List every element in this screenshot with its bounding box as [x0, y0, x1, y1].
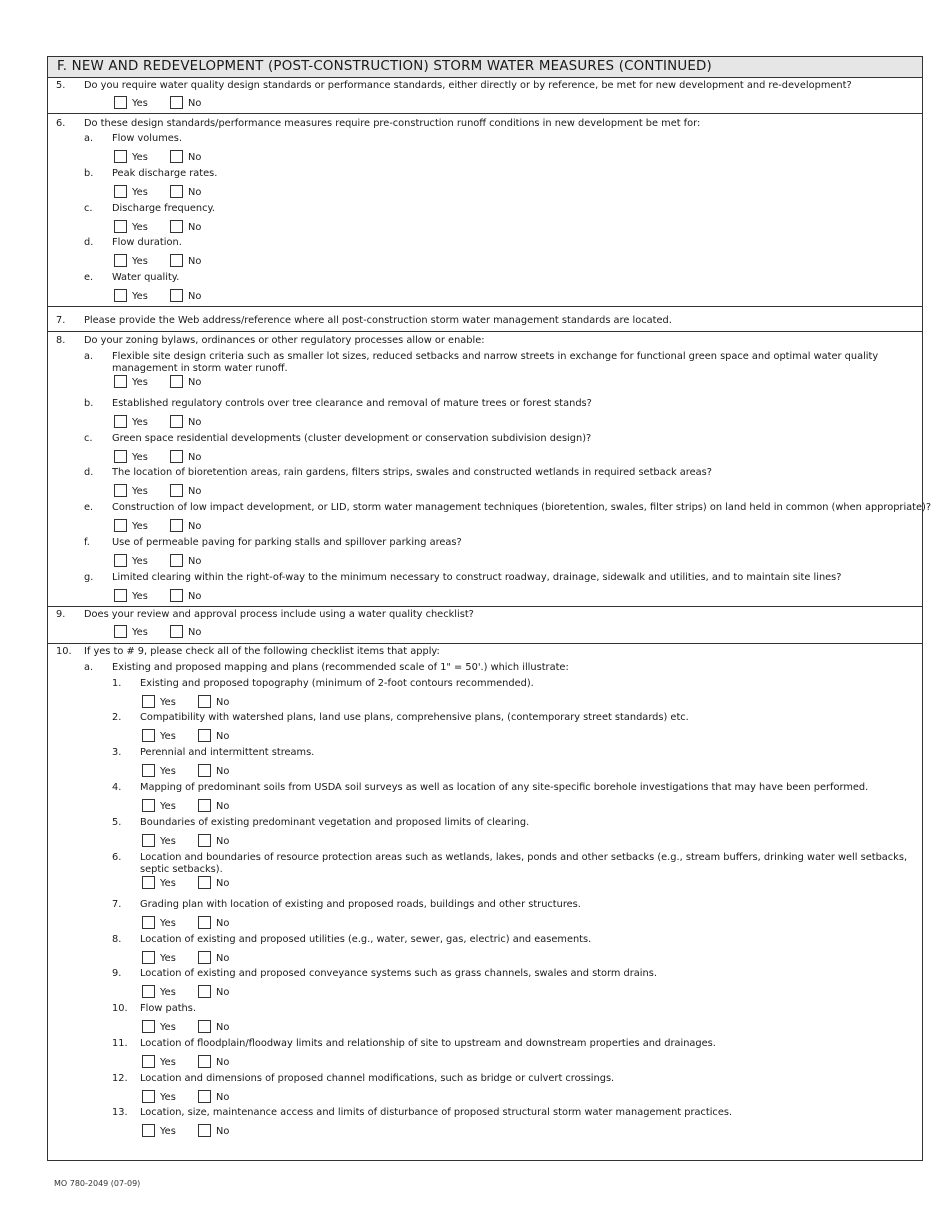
q10-6-yes-label: Yes: [160, 878, 176, 889]
question-8-number: 8.: [56, 335, 66, 346]
q8-e-no-checkbox[interactable]: [170, 519, 183, 532]
q9-yes-label: Yes: [132, 627, 148, 638]
q10-6-yes-checkbox[interactable]: [142, 876, 155, 889]
q8-item-letter: g.: [84, 572, 94, 583]
q9-no-checkbox[interactable]: [170, 625, 183, 638]
q8-item-text: Use of permeable paving for parking stalls and spillover parking areas?: [112, 537, 462, 548]
q8-item-letter: a.: [84, 351, 94, 362]
q10-8-yes-checkbox[interactable]: [142, 951, 155, 964]
question-7-number: 7.: [56, 315, 66, 326]
q10-item-number: 4.: [112, 782, 122, 793]
q10-2-yes-checkbox[interactable]: [142, 729, 155, 742]
q10-12-yes-checkbox[interactable]: [142, 1090, 155, 1103]
q10-13-yes-checkbox[interactable]: [142, 1124, 155, 1137]
q10-item-number: 3.: [112, 747, 122, 758]
question-9-text: Does your review and approval process include using a water quality checklist?: [84, 609, 474, 620]
q10-7-no-checkbox[interactable]: [198, 916, 211, 929]
q6-a-no-label: No: [188, 152, 202, 163]
q10-item-text: Location and boundaries of resource protection areas such as wetlands, lakes, ponds and other setbacks (e.g., stream buffers, drinking water well setbacks, septic setbacks).: [140, 852, 908, 875]
question-6-number: 6.: [56, 118, 66, 129]
q10-item-number: 10.: [112, 1003, 128, 1014]
q10-2-no-label: No: [216, 731, 230, 742]
q8-d-no-label: No: [188, 486, 202, 497]
q10-9-no-label: No: [216, 987, 230, 998]
q10-sub-letter: a.: [84, 662, 94, 673]
q10-item-number: 5.: [112, 817, 122, 828]
q8-e-no-label: No: [188, 521, 202, 532]
q10-9-yes-checkbox[interactable]: [142, 985, 155, 998]
q6-e-yes-label: Yes: [132, 291, 148, 303]
q6-item-text: Peak discharge rates.: [112, 167, 218, 179]
q10-13-no-label: No: [216, 1126, 230, 1137]
q10-11-no-label: No: [216, 1057, 230, 1068]
q10-item-text: Existing and proposed topography (minimum of 2-foot contours recommended).: [140, 678, 534, 689]
q10-item-number: 13.: [112, 1107, 128, 1118]
q10-8-no-checkbox[interactable]: [198, 951, 211, 964]
q10-item-text: Flow paths.: [140, 1003, 196, 1014]
section-f-header: F. NEW AND REDEVELOPMENT (POST-CONSTRUCTION) STORM WATER MEASURES (CONTINUED): [47, 56, 923, 78]
q5-no-checkbox[interactable]: [170, 96, 183, 109]
q6-d-no-label: No: [188, 256, 202, 268]
q6-e-yes-checkbox[interactable]: [114, 289, 127, 302]
question-7-text: Please provide the Web address/reference where all post-construction storm water management standards are located.: [84, 315, 672, 326]
q8-f-yes-label: Yes: [132, 556, 148, 567]
q6-d-no-checkbox[interactable]: [170, 254, 183, 267]
q10-1-yes-label: Yes: [160, 697, 176, 708]
q8-d-yes-checkbox[interactable]: [114, 484, 127, 497]
q10-item-number: 8.: [112, 934, 122, 945]
question-10-text: If yes to # 9, please check all of the following checklist items that apply:: [84, 646, 440, 657]
q6-item-text: Flow duration.: [112, 237, 182, 249]
q8-d-yes-label: Yes: [132, 486, 148, 497]
q8-b-no-checkbox[interactable]: [170, 415, 183, 428]
q8-c-yes-checkbox[interactable]: [114, 450, 127, 463]
q10-item-number: 12.: [112, 1073, 128, 1084]
q8-g-yes-label: Yes: [132, 591, 148, 602]
q6-b-no-label: No: [188, 186, 202, 198]
q8-item-text: Construction of low impact development, or LID, storm water management techniques (bioretention, swales, filter strips) on land held in common (when appropriate)?: [112, 502, 932, 513]
q10-item-number: 1.: [112, 678, 122, 689]
q6-c-no-label: No: [188, 221, 202, 233]
question-8-text: Do your zoning bylaws, ordinances or other regulatory processes allow or enable:: [84, 335, 485, 346]
q8-item-text: The location of bioretention areas, rain gardens, filters strips, swales and constructed wetlands in required setback areas?: [112, 467, 712, 478]
q8-b-yes-checkbox[interactable]: [114, 415, 127, 428]
q8-item-letter: c.: [84, 433, 93, 444]
q10-item-text: Location of existing and proposed conveyance systems such as grass channels, swales and storm drains.: [140, 968, 657, 979]
question-10: [47, 644, 923, 1161]
q10-10-no-label: No: [216, 1022, 230, 1033]
q10-4-no-label: No: [216, 801, 230, 812]
q10-11-yes-checkbox[interactable]: [142, 1055, 155, 1068]
q10-10-yes-label: Yes: [160, 1022, 176, 1033]
question-5-text: Do you require water quality design standards or performance standards, either directly or by reference, be met for new development and re-development?: [84, 80, 852, 91]
question-9: [47, 607, 923, 644]
question-7: [47, 307, 923, 332]
q10-sub-text: Existing and proposed mapping and plans (recommended scale of 1" = 50'.) which illustrate:: [112, 662, 569, 673]
q10-5-no-checkbox[interactable]: [198, 834, 211, 847]
q10-item-number: 7.: [112, 899, 122, 910]
q9-no-label: No: [188, 627, 202, 638]
q10-1-yes-checkbox[interactable]: [142, 695, 155, 708]
q10-12-no-label: No: [216, 1092, 230, 1103]
q10-12-no-checkbox[interactable]: [198, 1090, 211, 1103]
q6-d-yes-label: Yes: [132, 256, 148, 268]
q9-yes-checkbox[interactable]: [114, 625, 127, 638]
q8-f-yes-checkbox[interactable]: [114, 554, 127, 567]
q8-item-text: Limited clearing within the right-of-way to the minimum necessary to construct roadway, drainage, sidewalk and utilities, and to maintain site lines?: [112, 572, 842, 583]
q10-8-yes-label: Yes: [160, 953, 176, 964]
q10-item-text: Compatibility with watershed plans, land use plans, comprehensive plans, (contemporary street standards) etc.: [140, 712, 689, 723]
q10-9-yes-label: Yes: [160, 987, 176, 998]
q8-item-letter: e.: [84, 502, 94, 513]
q8-item-text: Flexible site design criteria such as smaller lot sizes, reduced setbacks and narrow streets in exchange for functional green space and optimal water quality management in storm water runoff.: [112, 351, 879, 374]
q6-a-yes-label: Yes: [132, 152, 148, 163]
q10-5-yes-checkbox[interactable]: [142, 834, 155, 847]
q10-1-no-checkbox[interactable]: [198, 695, 211, 708]
q10-7-yes-label: Yes: [160, 918, 176, 929]
q10-item-number: 11.: [112, 1038, 128, 1049]
q10-10-no-checkbox[interactable]: [198, 1020, 211, 1033]
q8-d-no-checkbox[interactable]: [170, 484, 183, 497]
form-number: MO 780-2049 (07-09): [54, 1179, 141, 1188]
q6-c-yes-checkbox[interactable]: [114, 220, 127, 233]
q6-item-letter: d.: [84, 237, 94, 249]
q6-item-letter: b.: [84, 167, 94, 179]
q10-13-yes-label: Yes: [160, 1126, 176, 1137]
q10-13-no-checkbox[interactable]: [198, 1124, 211, 1137]
q10-7-yes-checkbox[interactable]: [142, 916, 155, 929]
q8-item-text: Green space residential developments (cluster development or conservation subdivision design)?: [112, 433, 592, 444]
question-5-number: 5.: [56, 80, 66, 91]
q10-2-yes-label: Yes: [160, 731, 176, 742]
question-8: [47, 332, 932, 607]
q10-item-number: 2.: [112, 712, 122, 723]
q10-1-no-label: No: [216, 697, 230, 708]
q6-item-letter: c.: [84, 202, 93, 214]
q6-c-yes-label: Yes: [132, 221, 148, 233]
q10-item-text: Location of existing and proposed utilities (e.g., water, sewer, gas, electric) and easements.: [140, 934, 592, 945]
q8-g-no-checkbox[interactable]: [170, 589, 183, 602]
q6-item-letter: e.: [84, 272, 94, 284]
q8-item-letter: f.: [84, 537, 90, 548]
q10-5-no-label: No: [216, 836, 230, 847]
q8-c-no-checkbox[interactable]: [170, 450, 183, 463]
q10-3-no-checkbox[interactable]: [198, 764, 211, 777]
q10-4-yes-checkbox[interactable]: [142, 799, 155, 812]
q10-item-text: Boundaries of existing predominant vegetation and proposed limits of clearing.: [140, 817, 530, 828]
q10-item-text: Grading plan with location of existing and proposed roads, buildings and other structures.: [140, 899, 581, 910]
question-9-number: 9.: [56, 609, 66, 620]
q8-b-no-label: No: [188, 417, 202, 428]
q6-item-text: Discharge frequency.: [112, 202, 216, 214]
q10-2-no-checkbox[interactable]: [198, 729, 211, 742]
q6-d-yes-checkbox[interactable]: [114, 254, 127, 267]
q5-yes-label: Yes: [132, 98, 148, 109]
q10-5-yes-label: Yes: [160, 836, 176, 847]
q10-12-yes-label: Yes: [160, 1092, 176, 1103]
q6-b-no-checkbox[interactable]: [170, 185, 183, 198]
question-6: [47, 114, 923, 307]
q10-6-no-checkbox[interactable]: [198, 876, 211, 889]
q6-a-no-checkbox[interactable]: [170, 150, 183, 163]
q8-a-no-label: No: [188, 377, 202, 388]
q8-c-yes-label: Yes: [132, 452, 148, 463]
q10-7-no-label: No: [216, 918, 230, 929]
q5-yes-checkbox[interactable]: [114, 96, 127, 109]
q8-a-no-checkbox[interactable]: [170, 375, 183, 388]
q6-a-yes-checkbox[interactable]: [114, 150, 127, 163]
q10-item-text: Mapping of predominant soils from USDA soil surveys as well as location of any site-specific borehole investigations that may have been performed.: [140, 782, 869, 793]
q10-3-yes-checkbox[interactable]: [142, 764, 155, 777]
q6-b-yes-label: Yes: [132, 186, 148, 198]
q10-4-no-checkbox[interactable]: [198, 799, 211, 812]
q5-no-label: No: [188, 98, 202, 109]
q10-3-no-label: No: [216, 766, 230, 777]
q8-item-text: Established regulatory controls over tree clearance and removal of mature trees or forest stands?: [112, 398, 592, 409]
q10-8-no-label: No: [216, 953, 230, 964]
q8-a-yes-label: Yes: [132, 377, 148, 388]
q8-item-letter: b.: [84, 398, 94, 409]
q8-a-yes-checkbox[interactable]: [114, 375, 127, 388]
q8-item-letter: d.: [84, 467, 94, 478]
q10-item-text: Location, size, maintenance access and limits of disturbance of proposed structural storm water management practices.: [140, 1107, 733, 1118]
q10-item-text: Location of floodplain/floodway limits and relationship of site to upstream and downstream properties and drainages.: [140, 1038, 716, 1049]
q10-11-no-checkbox[interactable]: [198, 1055, 211, 1068]
q10-item-number: 9.: [112, 968, 122, 979]
q8-e-yes-checkbox[interactable]: [114, 519, 127, 532]
q6-b-yes-checkbox[interactable]: [114, 185, 127, 198]
q8-f-no-label: No: [188, 556, 202, 567]
q10-item-text: Location and dimensions of proposed channel modifications, such as bridge or culvert crossings.: [140, 1073, 615, 1084]
question-6-text: Do these design standards/performance measures require pre-construction runoff conditions in new development be met for:: [84, 118, 701, 129]
q10-10-yes-checkbox[interactable]: [142, 1020, 155, 1033]
q10-11-yes-label: Yes: [160, 1057, 176, 1068]
q10-3-yes-label: Yes: [160, 766, 176, 777]
q8-g-no-label: No: [188, 591, 202, 602]
q6-item-text: Water quality.: [112, 272, 180, 284]
q10-item-number: 6.: [112, 852, 122, 863]
q10-9-no-checkbox[interactable]: [198, 985, 211, 998]
q10-4-yes-label: Yes: [160, 801, 176, 812]
q6-item-letter: a.: [84, 133, 94, 144]
q6-c-no-checkbox[interactable]: [170, 220, 183, 233]
q8-e-yes-label: Yes: [132, 521, 148, 532]
q8-f-no-checkbox[interactable]: [170, 554, 183, 567]
q6-e-no-label: No: [188, 291, 202, 303]
q6-e-no-checkbox[interactable]: [170, 289, 183, 302]
q8-g-yes-checkbox[interactable]: [114, 589, 127, 602]
q6-item-text: Flow volumes.: [112, 133, 182, 144]
q8-b-yes-label: Yes: [132, 417, 148, 428]
storm-water-form: [47, 56, 932, 1161]
question-5: [47, 78, 923, 114]
q10-6-no-label: No: [216, 878, 230, 889]
q8-c-no-label: No: [188, 452, 202, 463]
question-10-number: 10.: [56, 646, 72, 657]
q10-item-text: Perennial and intermittent streams.: [140, 747, 315, 758]
